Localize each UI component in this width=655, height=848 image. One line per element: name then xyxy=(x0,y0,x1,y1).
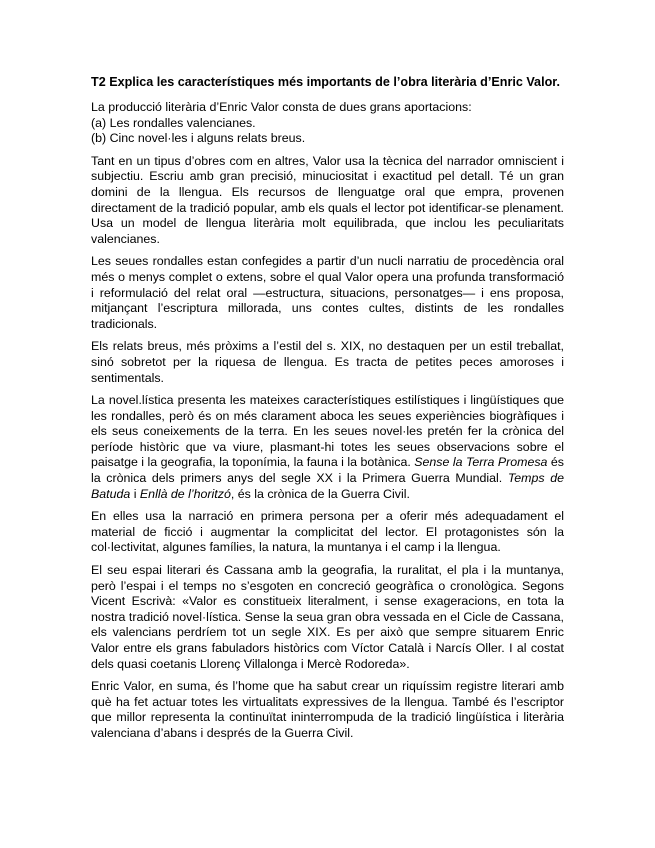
page-title: T2 Explica les característiques més importants de l’obra literària d’Enric Valor. xyxy=(91,75,560,89)
paragraph-text: , és la crònica de la Guerra Civil. xyxy=(230,486,410,501)
paragraph-text: és la crònica dels primers anys del segle XX i la Primera Guerra Mundial. xyxy=(91,455,564,486)
book-title: Enllà de l’horitzó xyxy=(139,486,231,501)
intro-item-b: (b) Cinc novel·les i alguns relats breus. xyxy=(91,131,306,146)
paragraph-relats-breus: Els relats breus, més pròxims a l’estil del s. XIX, no destaquen per un estil treballat, sinó sobretot per la riquesa de llengua. Es tracta de petites peces amoroses i sentimentals. xyxy=(91,339,564,385)
intro-item-a: (a) Les rondalles valencianes. xyxy=(91,115,256,130)
paragraph-narracio: En elles usa la narració en primera persona per a oferir més adequadament el material de ficció i augmentar la complicitat del lector. El protagonistes són la col·lectivitat, algunes famílies, la natura, la muntanya i el camp i la llengua. xyxy=(91,509,564,555)
paragraph-novellistica xyxy=(91,393,564,502)
paragraph-style: Tant en un tipus d’obres com en altres, Valor usa la tècnica del narrador omniscient i subjectiu. Escriu amb gran precisió, minuciositat i exactitud pel detall. Té un gran domini de la llengua. Els recursos de llenguatge oral que empra, provenen directament de la tradició popular, amb els quals el lector pot identificar-se plenament. Usa un model de llengua literària molt equilibrada, que inclou les peculiaritats valencianes. xyxy=(91,153,564,246)
intro-line: La producció literària d’Enric Valor consta de dues grans aportacions: xyxy=(91,100,472,114)
paragraph-conclusio: Enric Valor, en suma, és l’home que ha sabut crear un riquíssim registre literari amb què ha fet actuar totes les virtualitats expressives de la llengua. També és l’escriptor que millor representa la continuïtat ininterrompuda de la tradició lingüística i literària valenciana d’abans i després de la Guerra Civil. xyxy=(91,679,564,740)
intro-list xyxy=(91,100,564,147)
document-body xyxy=(91,74,564,749)
book-title: Sense la Terra Promesa xyxy=(414,455,548,470)
book-title: Temps de Batuda xyxy=(91,471,564,501)
paragraph-text: i xyxy=(130,486,140,501)
paragraph-text: La novel.lística presenta les mateixes característiques estilístiques i lingüístiques que les rondalles, però és on més clarament aboca les seues experiències biogràfiques i els seus coneixements de la terra. En les seues novel·les pretén fer la crònica del període històric que va viure, plasmant-hi totes les seues observacions sobre el paisatge i la geografia, la toponímia, la fauna i la botànica. xyxy=(91,393,564,470)
paragraph-cassana: El seu espai literari és Cassana amb la geografia, la ruralitat, el pla i la muntanya, però l’espai i el temps no s’esgoten en concreció geogràfica o cronològica. Segons Vicent Escrivà: «Valor es constitueix literalment, i sense exageracions, en tota la nostra tradició novel·lística. Sense la seua gran obra vessada en el Cicle de Cassana, els valencians perdríem tot un segle XIX. Es per això que sempre situarem Enric Valor entre els grans fabuladors històrics com Víctor Català i Narcís Oller. I al costat dels quasi coetanis Llorenç Villalonga i Mercè Rodoreda». xyxy=(91,563,564,671)
paragraph-rondalles: Les seues rondalles estan confegides a partir d’un nucli narratiu de procedència oral més o menys complet o extens, sobre el qual Valor opera una profunda transformació i reformulació del relat oral —estructura, situacions, personatges— i ens proposa, mitjançant l’escriptura millorada, uns contes cultes, distints de les rondalles tradicionals. xyxy=(91,254,564,331)
